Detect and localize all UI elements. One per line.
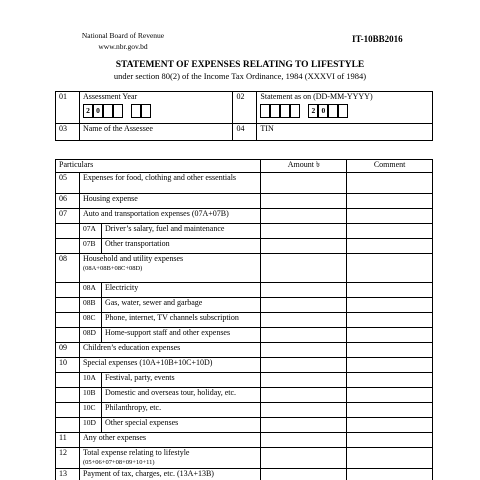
row-number-empty <box>56 403 80 418</box>
table-row <box>56 358 433 373</box>
row-text: Children’s education expenses <box>82 343 181 352</box>
assessment-year-cell <box>79 92 233 124</box>
sub-row-code: 10A <box>79 373 101 388</box>
table-row <box>56 173 433 194</box>
amount-cell[interactable] <box>261 173 347 194</box>
table-row <box>56 373 433 388</box>
row-number-empty <box>56 224 80 239</box>
digit-box[interactable]: 0 <box>93 104 103 118</box>
table-row <box>56 343 433 358</box>
row-formula: (08A+08B+08C+08D) <box>82 265 143 272</box>
amount-cell[interactable] <box>261 403 347 418</box>
amount-cell[interactable] <box>261 328 347 343</box>
row-description <box>79 194 261 209</box>
table-row <box>56 448 433 469</box>
comment-cell[interactable] <box>347 328 433 343</box>
comment-cell[interactable] <box>347 209 433 224</box>
table-row <box>56 403 433 418</box>
comment-cell[interactable] <box>347 343 433 358</box>
sub-row-code: 08C <box>79 313 101 328</box>
digit-box[interactable] <box>260 104 270 118</box>
amount-cell[interactable] <box>261 224 347 239</box>
row-description: Electricity <box>101 283 261 298</box>
comment-cell[interactable] <box>347 388 433 403</box>
row-number-empty <box>56 283 80 298</box>
table-row <box>56 418 433 433</box>
row-number: 07 <box>56 209 80 224</box>
amount-cell[interactable] <box>261 343 347 358</box>
comment-cell[interactable] <box>347 433 433 448</box>
sub-row-code: 08D <box>79 328 101 343</box>
tin-field[interactable]: TIN <box>257 124 433 141</box>
digit-box[interactable] <box>280 104 290 118</box>
row-number: 06 <box>56 194 80 209</box>
table-row <box>56 124 433 141</box>
row-number-empty <box>56 373 80 388</box>
table-row <box>56 224 433 239</box>
amount-cell[interactable] <box>261 358 347 373</box>
comment-cell[interactable] <box>347 448 433 469</box>
sub-row-code: 07B <box>79 239 101 254</box>
comment-cell[interactable] <box>347 173 433 194</box>
amount-cell[interactable] <box>261 209 347 224</box>
row-description <box>79 343 261 358</box>
digit-box[interactable]: 2 <box>308 104 318 118</box>
row-number: 10 <box>56 358 80 373</box>
amount-cell[interactable] <box>261 239 347 254</box>
row-description: Gas, water, sewer and garbage <box>101 298 261 313</box>
row-description: Other special expenses <box>101 418 261 433</box>
digit-box[interactable] <box>338 104 348 118</box>
comment-cell[interactable] <box>347 254 433 283</box>
statement-date-cell <box>257 92 433 124</box>
amount-cell[interactable] <box>261 388 347 403</box>
website: www.nbr.gov.bd <box>98 42 148 51</box>
row-text: Housing expense <box>82 194 138 203</box>
row-number: 05 <box>56 173 80 194</box>
statement-date-boxes[interactable] <box>260 104 429 118</box>
row-number-empty <box>56 328 80 343</box>
amount-cell[interactable] <box>261 313 347 328</box>
table-row <box>56 92 433 124</box>
statement-date-label: Statement as on (DD-MM-YYYY) <box>260 92 373 101</box>
col-particulars: Particulars <box>56 160 261 173</box>
row-description <box>79 173 261 194</box>
row-description <box>79 254 261 283</box>
row-text: Payment of tax, charges, etc. (13A+13B) <box>82 469 214 478</box>
table-row <box>56 433 433 448</box>
table-row <box>56 254 433 283</box>
row-description: Home-support staff and other expenses <box>101 328 261 343</box>
comment-cell[interactable] <box>347 403 433 418</box>
form-code: IT-10BB2016 <box>352 34 403 44</box>
sub-row-code: 10C <box>79 403 101 418</box>
row-number: 12 <box>56 448 80 469</box>
comment-cell[interactable] <box>347 283 433 298</box>
table-row <box>56 388 433 403</box>
comment-cell[interactable] <box>347 469 433 480</box>
digit-box[interactable]: 2 <box>83 104 93 118</box>
row-number: 02 <box>233 92 257 124</box>
form-subtitle: under section 80(2) of the Income Tax Ordinance, 1984 (XXXVI of 1984) <box>113 71 367 81</box>
digit-box[interactable] <box>290 104 300 118</box>
assessee-name-field[interactable]: Name of the Assessee <box>79 124 233 141</box>
row-number: 13 <box>56 469 80 480</box>
col-comment: Comment <box>347 160 433 173</box>
digit-box[interactable] <box>328 104 338 118</box>
table-row <box>56 469 433 480</box>
digit-box[interactable] <box>113 104 123 118</box>
comment-cell[interactable] <box>347 358 433 373</box>
expenses-table <box>55 159 433 480</box>
amount-cell[interactable] <box>261 448 347 469</box>
amount-cell[interactable] <box>261 298 347 313</box>
table-row <box>56 298 433 313</box>
amount-cell[interactable] <box>261 283 347 298</box>
row-description: Philanthropy, etc. <box>101 403 261 418</box>
row-number: 01 <box>56 92 80 124</box>
table-header-row <box>56 160 433 173</box>
table-row <box>56 194 433 209</box>
table-row <box>56 328 433 343</box>
sub-row-code: 08A <box>79 283 101 298</box>
row-number: 08 <box>56 254 80 283</box>
comment-cell[interactable] <box>347 224 433 239</box>
digit-box[interactable] <box>270 104 280 118</box>
amount-cell[interactable] <box>261 194 347 209</box>
col-amount: Amount ৳ <box>261 160 347 173</box>
table-row <box>56 283 433 298</box>
comment-cell[interactable] <box>347 418 433 433</box>
digit-box[interactable] <box>103 104 113 118</box>
row-number: 04 <box>233 124 257 141</box>
row-description: Driver’s salary, fuel and maintenance <box>101 224 261 239</box>
assessee-info-table <box>55 91 433 141</box>
comment-cell[interactable] <box>347 239 433 254</box>
row-number-empty <box>56 239 80 254</box>
row-description <box>79 358 261 373</box>
table-row <box>56 209 433 224</box>
form-title: STATEMENT OF EXPENSES RELATING TO LIFESTYLE <box>115 60 365 70</box>
amount-cell[interactable] <box>261 433 347 448</box>
org-name: National Board of Revenue <box>81 31 165 40</box>
row-description: Other transportation <box>101 239 261 254</box>
row-formula: (05+06+07+08+09+10+11) <box>82 459 155 466</box>
digit-box[interactable] <box>131 104 141 118</box>
sub-row-code: 08B <box>79 298 101 313</box>
row-text: Total expense relating to lifestyle <box>82 448 190 457</box>
row-description: Phone, internet, TV channels subscription <box>101 313 261 328</box>
comment-cell[interactable] <box>347 298 433 313</box>
comment-cell[interactable] <box>347 373 433 388</box>
row-text: Any other expenses <box>82 433 147 442</box>
row-number-empty <box>56 313 80 328</box>
table-row <box>56 313 433 328</box>
row-text: Household and utility expenses <box>82 254 184 263</box>
row-number-empty <box>56 298 80 313</box>
row-number: 09 <box>56 343 80 358</box>
row-text: Special expenses (10A+10B+10C+10D) <box>82 358 213 367</box>
row-description <box>79 469 261 480</box>
sub-row-code: 10D <box>79 418 101 433</box>
row-description: Festival, party, events <box>101 373 261 388</box>
row-text: Expenses for food, clothing and other essentials <box>82 173 237 182</box>
row-number-empty <box>56 418 80 433</box>
row-description <box>79 448 261 469</box>
digit-box[interactable] <box>141 104 151 118</box>
row-description: Domestic and overseas tour, holiday, etc. <box>101 388 261 403</box>
header-org-block <box>68 30 178 52</box>
amount-cell[interactable] <box>261 418 347 433</box>
amount-cell[interactable] <box>261 254 347 283</box>
sub-row-code: 10B <box>79 388 101 403</box>
comment-cell[interactable] <box>347 313 433 328</box>
digit-box[interactable]: 0 <box>318 104 328 118</box>
table-row <box>56 239 433 254</box>
comment-cell[interactable] <box>347 194 433 209</box>
row-number: 11 <box>56 433 80 448</box>
assessment-year-boxes[interactable] <box>83 104 230 118</box>
row-number: 03 <box>56 124 80 141</box>
row-description <box>79 433 261 448</box>
row-number-empty <box>56 388 80 403</box>
sub-row-code: 07A <box>79 224 101 239</box>
assessment-year-label: Assessment Year <box>82 92 138 101</box>
row-text: Auto and transportation expenses (07A+07B) <box>82 209 229 218</box>
amount-cell[interactable] <box>261 373 347 388</box>
row-description <box>79 209 261 224</box>
amount-cell[interactable] <box>261 469 347 480</box>
